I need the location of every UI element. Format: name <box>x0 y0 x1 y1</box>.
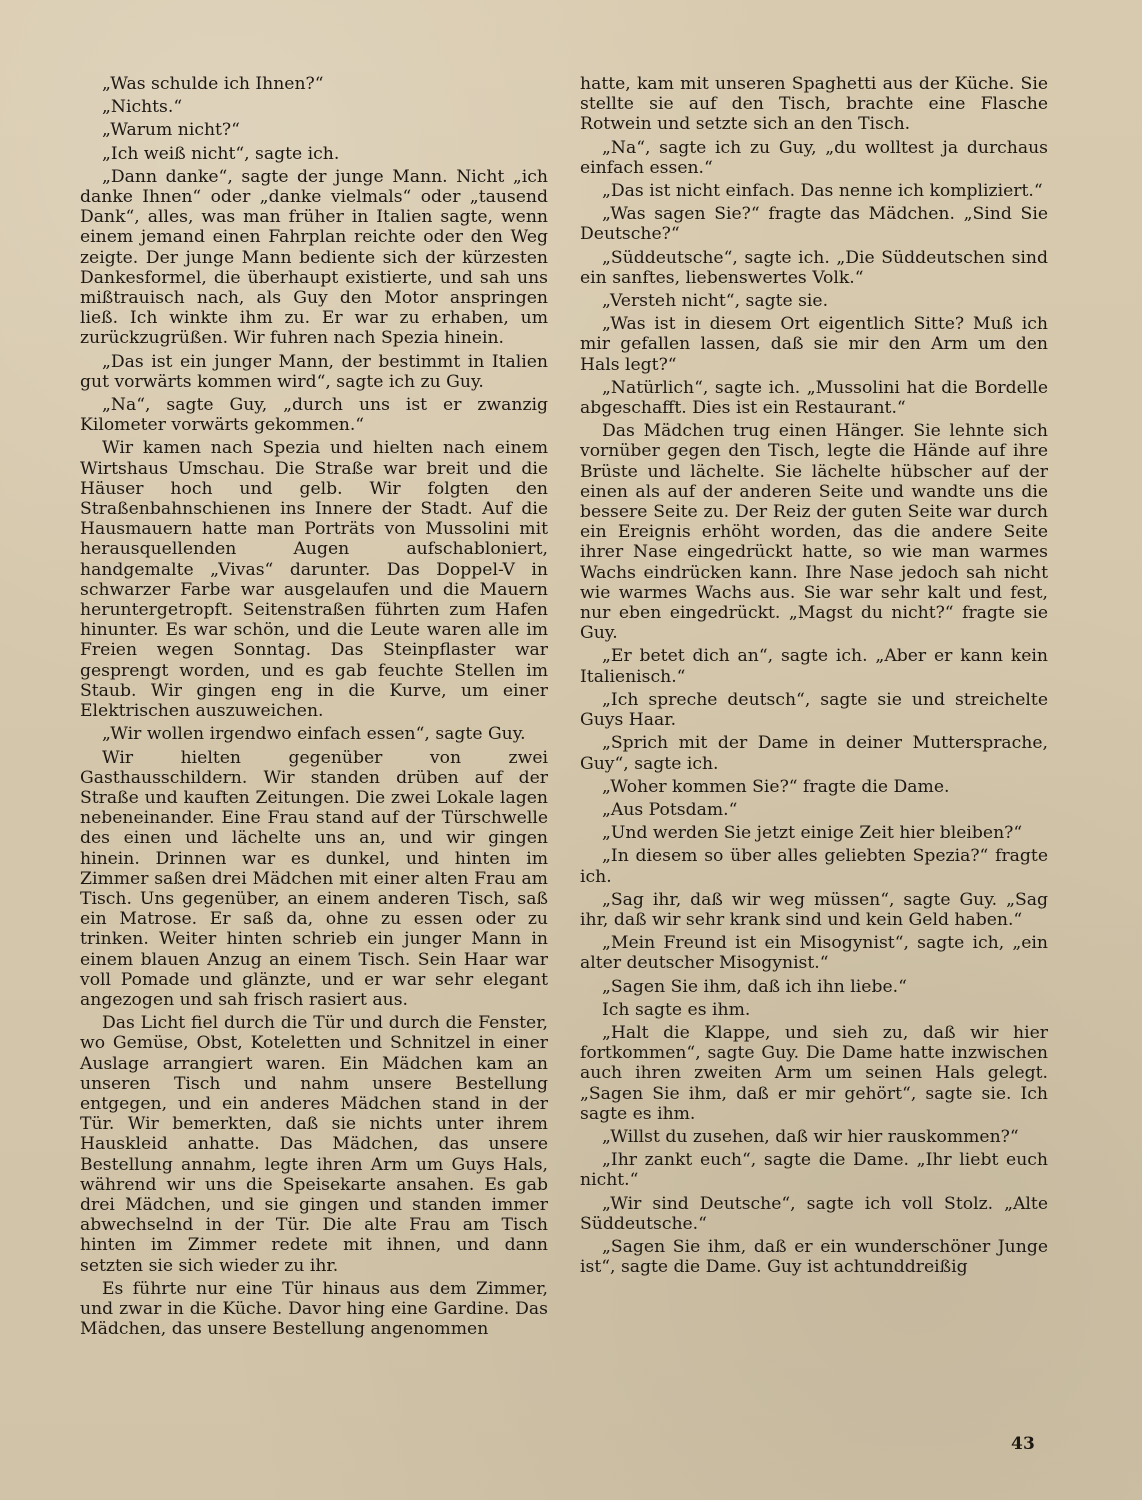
left-paragraph-1: „Was schulde ich Ihnen?“ <box>102 74 324 94</box>
right-paragraph-12: „Sprich mit der Dame in deiner Muttersprache, Guy“, sagte ich. <box>580 733 1048 774</box>
left-paragraph-2: „Nichts.“ <box>102 97 183 118</box>
right-paragraph-6: „Versteh nicht“, sagte sie. <box>602 291 829 312</box>
right-paragraph-13: „Woher kommen Sie?“ fragte die Dame. <box>602 776 950 797</box>
left-paragraph-7: „Na“, sagte Guy, „durch uns ist er zwanzig Kilometer vorwärts gekommen.“ <box>80 395 548 436</box>
right-paragraph-23: „Ihr zankt euch“, sagte die Dame. „Ihr liebt euch nicht.“ <box>580 1150 1048 1191</box>
right-paragraph-2: „Na“, sagte ich zu Guy, „du wolltest ja durchaus einfach essen.“ <box>580 137 1048 178</box>
left-text-column <box>80 74 548 1342</box>
right-paragraph-22: „Willst du zusehen, daß wir hier rauskommen?“ <box>602 1126 1019 1147</box>
right-paragraph-19: „Sagen Sie ihm, daß ich ihn liebe.“ <box>602 976 907 997</box>
right-paragraph-10: „Er betet dich an“, sagte ich. „Aber er kann kein Italienisch.“ <box>580 646 1048 687</box>
right-paragraph-15: „Und werden Sie jetzt einige Zeit hier bleiben?“ <box>602 823 1023 844</box>
left-paragraph-8: Wir kamen nach Spezia und hielten nach einem Wirtshaus Umschau. Die Straße war breit und die Häuser hoch und gelb. Wir folgten den Straßenbahnschienen ins Innere der Stadt. Auf die Hausmauern hatte man Porträts von Mussolini mit herausquellenden Augen aufschabloniert, handgemalte „Vivas“ darunter. Das Doppel-V in schwarzer Farbe war ausgelaufen und die Mauern heruntergetropft. Seitenstraßen führten zum Hafen hinunter. Es war schön, und die Leute waren alle im Freien wegen Sonntag. Das Steinpflaster war gesprengt worden, und es gab feuchte Stellen im Staub. Wir gingen eng in die Kurve, um einer Elektrischen auszuweichen. <box>80 438 548 722</box>
right-paragraph-7: „Was ist in diesem Ort eigentlich Sitte? Muß ich mir gefallen lassen, daß sie mir den Arm um den Hals legt?“ <box>580 314 1048 375</box>
right-paragraph-8: „Natürlich“, sagte ich. „Mussolini hat die Bordelle abgeschafft. Dies ist ein Restaurant.“ <box>580 377 1048 419</box>
right-paragraph-4: „Was sagen Sie?“ fragte das Mädchen. „Sind Sie Deutsche?“ <box>580 204 1048 245</box>
right-text-column <box>580 74 1048 1280</box>
right-paragraph-9: Das Mädchen trug einen Hänger. Sie lehnte sich vornüber gegen den Tisch, legte die Hände auf ihre Brüste und lächelte. Sie lächelte hübscher auf der einen als auf der anderen Seite und wandte uns die bessere Seite zu. Der Reiz der guten Seite war durch ein Ereignis erhöht worden, das die andere Seite ihrer Nase eingedrückt hatte, so wie man warmes Wachs eindrücken kann. Ihre Nase jedoch sah nicht wie warmes Wachs aus. Sie war sehr kalt und fest, nur eben eingedrückt. „Magst du nicht?“ fragte sie Guy. <box>580 421 1048 644</box>
right-paragraph-25: „Sagen Sie ihm, daß er ein wunderschöner Junge ist“, sagte die Dame. Guy ist achtunddreißig <box>580 1236 1048 1278</box>
right-paragraph-14: „Aus Potsdam.“ <box>602 799 738 820</box>
right-paragraph-16: „In diesem so über alles geliebten Spezia?“ fragte ich. <box>580 846 1048 887</box>
left-paragraph-3: „Warum nicht?“ <box>102 120 240 141</box>
right-paragraph-11: „Ich spreche deutsch“, sagte sie und streichelte Guys Haar. <box>580 689 1048 731</box>
right-paragraph-3: „Das ist nicht einfach. Das nenne ich kompliziert.“ <box>602 181 1043 202</box>
left-paragraph-9: „Wir wollen irgendwo einfach essen“, sagte Guy. <box>102 724 526 745</box>
right-paragraph-24: „Wir sind Deutsche“, sagte ich voll Stolz. „Alte Süddeutsche.“ <box>580 1193 1048 1234</box>
left-paragraph-5: „Dann danke“, sagte der junge Mann. Nicht „ich danke Ihnen“ oder „danke vielmals“ oder „tausend Dank“, alles, was man früher in Italien sagte, wenn einem jemand einen Fahrplan reichte oder den Weg zeigte. Der junge Mann bediente sich der kürzesten Dankesformel, die überhaupt existierte, und sah uns mißtrauisch nach, als Guy den Motor anspringen ließ. Ich winkte ihm zu. Er war zu erhaben, um zurückzugrüßen. Wir fuhren nach Spezia hinein. <box>80 166 548 349</box>
right-paragraph-1: hatte, kam mit unseren Spaghetti aus der Küche. Sie stellte sie auf den Tisch, brachte eine Flasche Rotwein und setzte sich an den Tisch. <box>580 74 1048 135</box>
left-paragraph-12: Es führte nur eine Tür hinaus aus dem Zimmer, und zwar in die Küche. Davor hing eine Gardine. Das Mädchen, das unsere Bestellung angenommen <box>80 1278 548 1340</box>
right-paragraph-17: „Sag ihr, daß wir weg müssen“, sagte Guy. „Sag ihr, daß wir sehr krank sind und kein Geld haben.“ <box>580 889 1048 930</box>
left-paragraph-11: Das Licht fiel durch die Tür und durch die Fenster, wo Gemüse, Obst, Koteletten und Schnitzel in einer Auslage arrangiert waren. Ein Mädchen kam an unseren Tisch und nahm unsere Bestellung entgegen, und ein anderes Mädchen stand in der Tür. Wir bemerkten, daß sie nichts unter ihrem Hauskleid anhatte. Das Mädchen, das unsere Bestellung annahm, legte ihren Arm um Guys Hals, während wir uns die Speisekarte ansahen. Es gab drei Mädchen, und sie gingen und standen immer abwechselnd in der Tür. Die alte Frau am Tisch hinten im Zimmer redete mit ihnen, und dann setzten sie sich wieder zu ihr. <box>80 1013 548 1276</box>
right-paragraph-20: Ich sagte es ihm. <box>602 999 751 1020</box>
left-paragraph-4: „Ich weiß nicht“, sagte ich. <box>102 143 340 164</box>
right-paragraph-18: „Mein Freund ist ein Misogynist“, sagte ich, „ein alter deutscher Misogynist.“ <box>580 933 1048 974</box>
left-paragraph-6: „Das ist ein junger Mann, der bestimmt in Italien gut vorwärts kommen wird“, sagte ich zu Guy. <box>80 351 548 392</box>
page-number: 43 <box>1011 1434 1036 1454</box>
left-paragraph-10: Wir hielten gegenüber von zwei Gasthausschildern. Wir standen drüben auf der Straße und kauften Zeitungen. Die zwei Lokale lagen nebeneinander. Eine Frau stand auf der Türschwelle des einen und lächelte uns an, und wir gingen hinein. Drinnen war es dunkel, und hinten im Zimmer saßen drei Mädchen mit einer alten Frau am Tisch. Uns gegenüber, an einem anderen Tisch, saß ein Matrose. Er saß da, ohne zu essen oder zu trinken. Weiter hinten schrieb ein junger Mann in einem blauen Anzug an einem Tisch. Sein Haar war voll Pomade und glänzte, und er war sehr elegant angezogen und sah frisch rasiert aus. <box>80 747 548 1010</box>
right-paragraph-21: „Halt die Klappe, und sieh zu, daß wir hier fortkommen“, sagte Guy. Die Dame hatte inzwischen auch ihren zweiten Arm um seinen Hals gelegt. „Sagen Sie ihm, daß er mir gehört“, sagte sie. Ich sagte es ihm. <box>580 1022 1048 1124</box>
right-paragraph-5: „Süddeutsche“, sagte ich. „Die Süddeutschen sind ein sanftes, liebenswertes Volk.“ <box>580 247 1048 288</box>
